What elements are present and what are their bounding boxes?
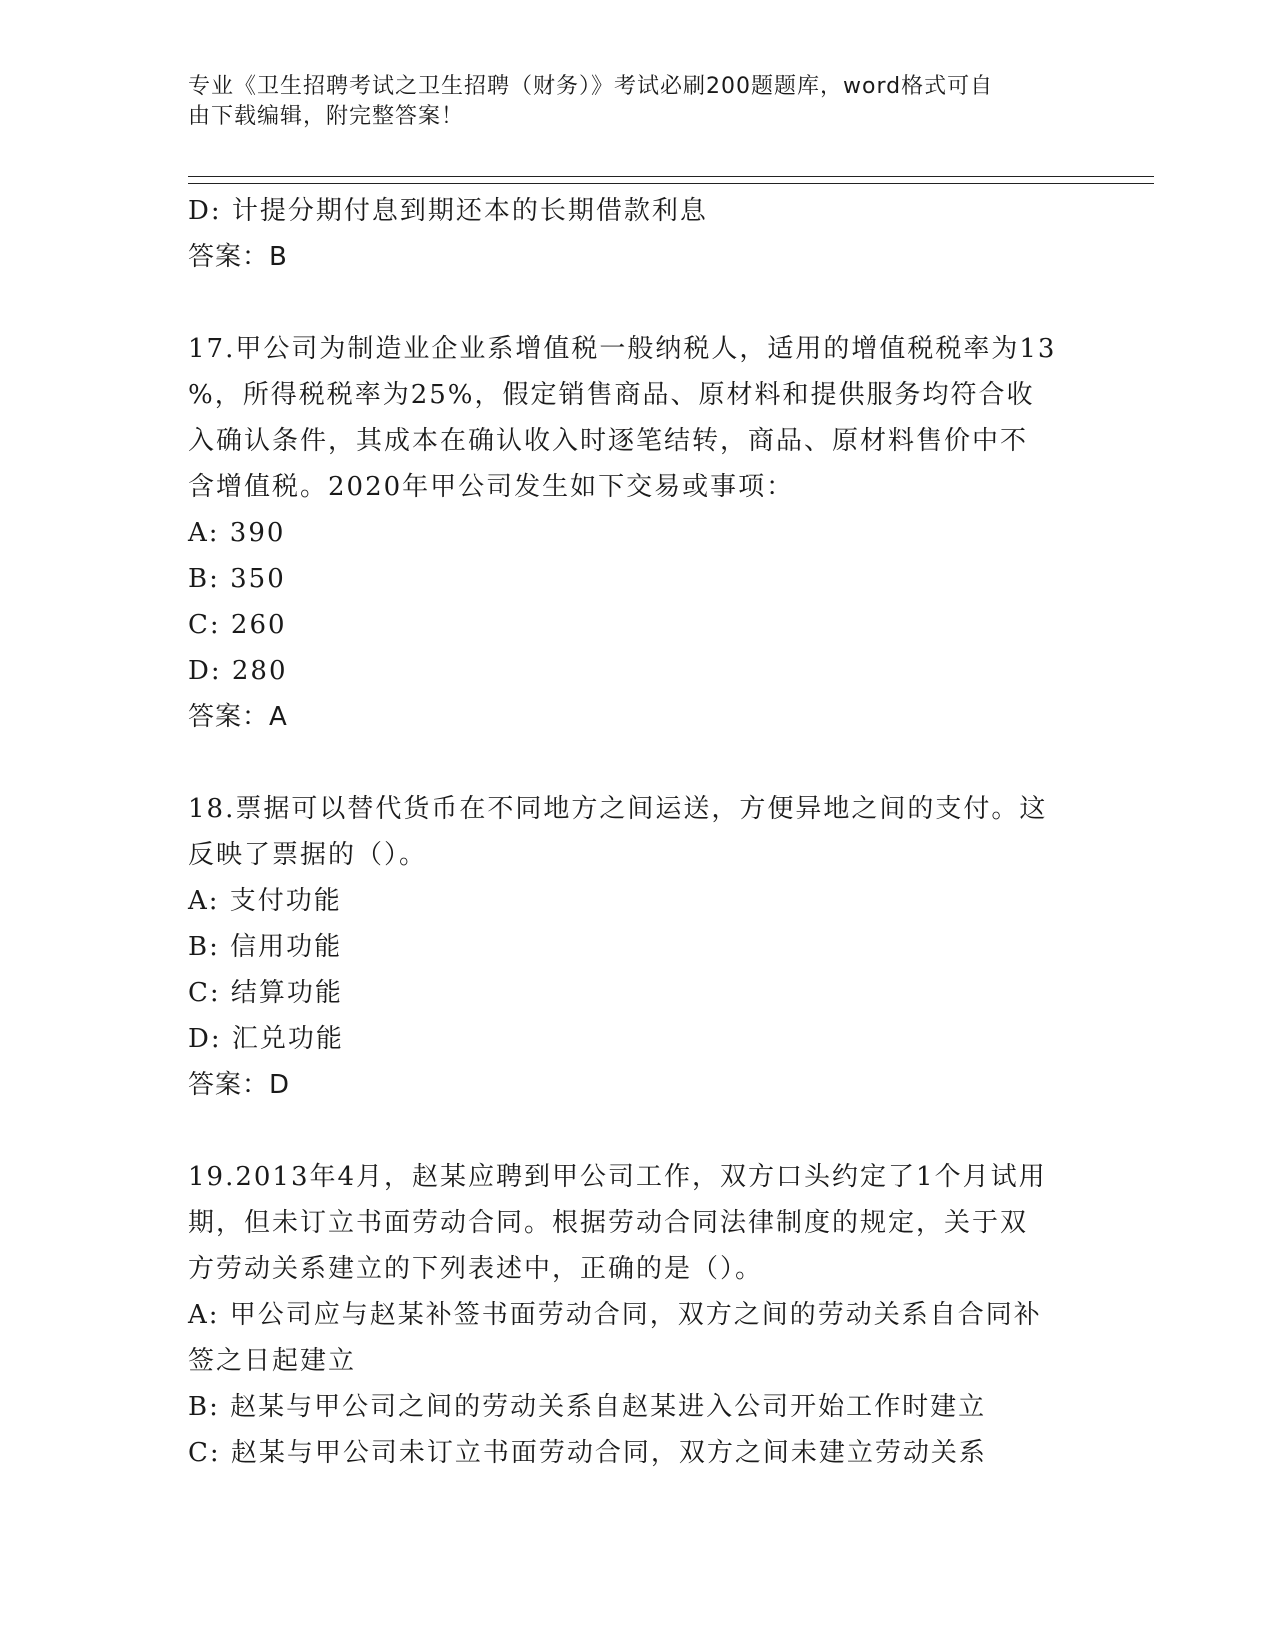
answer: 答案：B <box>188 242 288 272</box>
question-text-line: 18.票据可以替代货币在不同地方之间运送，方便异地之间的支付。这 <box>188 794 1048 824</box>
spacer <box>188 740 1088 786</box>
header-divider <box>188 176 1154 184</box>
option-b: B: 350 <box>188 564 286 594</box>
option-d: D: 计提分期付息到期还本的长期借款利息 <box>188 196 708 226</box>
question-text-line: 入确认条件，其成本在确认收入时逐笔结转，商品、原材料售价中不 <box>188 426 1029 456</box>
answer: 答案：A <box>188 702 288 732</box>
previous-question-tail <box>188 188 1088 280</box>
question-17 <box>188 326 1088 740</box>
answer: 答案：D <box>188 1070 291 1100</box>
question-text-line: 17.甲公司为制造业企业系增值税一般纳税人，适用的增值税税率为13 <box>188 334 1057 364</box>
option-a: A: 甲公司应与赵某补签书面劳动合同，双方之间的劳动关系自合同补 <box>188 1300 1042 1330</box>
option-a: A: 支付功能 <box>188 886 342 916</box>
option-c: C: 结算功能 <box>188 978 343 1008</box>
option-a: A: 390 <box>188 518 286 548</box>
question-text-line: %，所得税税率为25%，假定销售商品、原材料和提供服务均符合收 <box>188 380 1035 410</box>
question-18 <box>188 786 1088 1108</box>
question-text-line: 19.2013年4月，赵某应聘到甲公司工作，双方口头约定了1个月试用 <box>188 1162 1047 1192</box>
option-c: C: 赵某与甲公司未订立书面劳动合同，双方之间未建立劳动关系 <box>188 1438 987 1468</box>
spacer <box>188 280 1088 326</box>
header-line-2: 由下载编辑，附完整答案！ <box>188 104 465 129</box>
option-c: C: 260 <box>188 610 287 640</box>
option-d: D: 汇兑功能 <box>188 1024 344 1054</box>
header-line-1: 专业《卫生招聘考试之卫生招聘（财务）》考试必刷200题题库，word格式可自 <box>188 74 994 99</box>
question-text-line: 含增值税。2020年甲公司发生如下交易或事项： <box>188 472 795 502</box>
question-text-line: 期，但未订立书面劳动合同。根据劳动合同法律制度的规定，关于双 <box>188 1208 1029 1238</box>
option-b: B: 信用功能 <box>188 932 343 962</box>
question-text-line: 反映了票据的（）。 <box>188 840 428 870</box>
spacer <box>188 1108 1088 1154</box>
option-b: B: 赵某与甲公司之间的劳动关系自赵某进入公司开始工作时建立 <box>188 1392 987 1422</box>
option-d: D: 280 <box>188 656 288 686</box>
question-text-line: 方劳动关系建立的下列表述中，正确的是（）。 <box>188 1254 764 1284</box>
option-a-continued: 签之日起建立 <box>188 1346 357 1376</box>
page-header <box>188 72 1068 132</box>
document-body <box>188 188 1088 1476</box>
question-19 <box>188 1154 1088 1476</box>
